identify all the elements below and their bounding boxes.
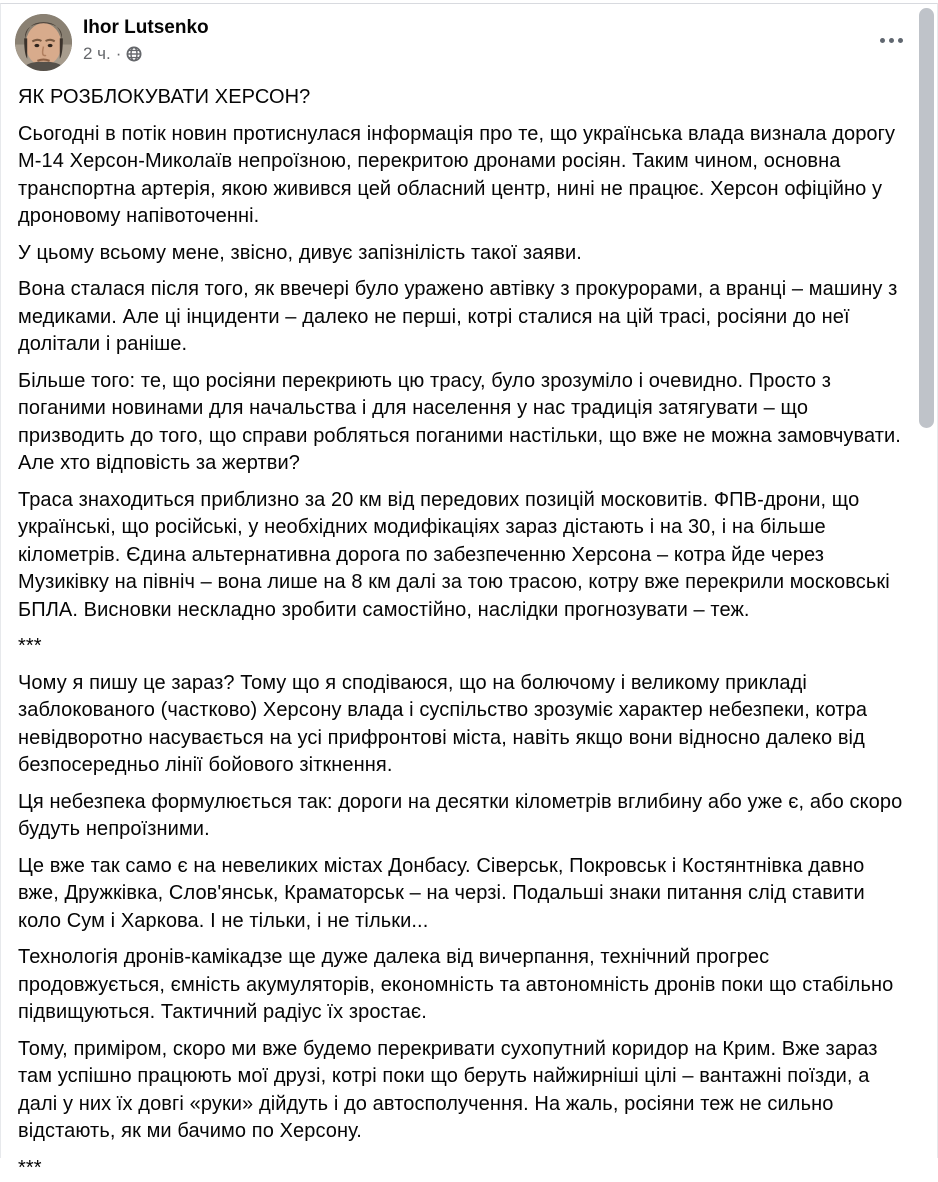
post-paragraph: Більше того: те, що росіяни перекриють цю трасу, було зрозуміло і очевидно. Просто з поганими новинами для начальства і для населення у нас традиція затягувати – що призводить до того, що справи робляться поганими настільки, що вже не можна замовчувати. Але хто відповість за жертви? [18, 368, 904, 478]
post-header [1, 4, 937, 71]
post-paragraph: *** [18, 633, 904, 661]
timestamp[interactable]: 2 ч. [83, 44, 111, 64]
post-paragraph: Сьогодні в потік новин протиснулася інформація про те, що українська влада визнала дорогу М-14 Херсон-Миколаїв непроїзною, перекритою дронами росіян. Таким чином, основна транспортна артерія, якою живився цей обласний центр, нині не працює. Херсон офіційно у дроновому напівоточенні. [18, 121, 904, 231]
avatar[interactable] [15, 14, 72, 71]
post-paragraph: Вона сталася після того, як ввечері було уражено автівку з прокурорами, а вранці – машину з медиками. Але ці інциденти – далеко не перші, котрі сталися на цій трасі, росіяни до неї долітали і раніше. [18, 276, 904, 359]
post-options-button[interactable] [876, 30, 907, 51]
post-card [0, 3, 938, 1158]
scrollbar-thumb[interactable] [919, 8, 934, 428]
post-meta [83, 44, 209, 64]
scrollbar[interactable] [918, 0, 938, 1158]
post-paragraph: Траса знаходиться приблизно за 20 км від передових позицій московитів. ФПВ-дрони, що українські, що російські, у необхідних модифікаціях зараз дістають і на 30, і на більше кілометрів. Єдина альтернативна дорога по забезпеченню Херсона – котра йде через Музиківку на північ – вона лише на 8 км далі за тою трасою, котру вже перекрили московські БПЛА. Висновки нескладно зробити самостійно, наслідки прогнозувати – теж. [18, 487, 904, 625]
meta-separator: · [116, 44, 122, 64]
three-dots-icon [880, 38, 885, 43]
post-paragraph: *** [18, 1155, 904, 1182]
post-paragraph: Тому, приміром, скоро ми вже будемо перекривати сухопутний коридор на Крим. Вже зараз там успішно працюють мої друзі, котрі поки що беруть найжирніші цілі – вантажні поїзди, а далі у них їх довгі «руки» дійдуть і до автосполучення. На жаль, росіяни теж не сильно відстають, як ми бачимо по Херсону. [18, 1036, 904, 1146]
three-dots-icon [889, 38, 894, 43]
post-paragraph: Чому я пишу це зараз? Тому що я сподіваюся, що на болючому і великому прикладі заблокованого (частково) Херсону влада і суспільство зрозуміє характер небезпеки, котра невідворотно насувається на усі прифронтові міста, навіть якщо вони відносно далеко від безпосередньо лінії бойового зіткнення. [18, 670, 904, 780]
three-dots-icon [898, 38, 903, 43]
author-name[interactable]: Ihor Lutsenko [83, 16, 209, 40]
post-body [1, 71, 937, 1182]
globe-public-icon [126, 46, 142, 62]
post-paragraph: Ця небезпека формулюється так: дороги на десятки кілометрів вглибину або уже є, або скоро будуть непроїзними. [18, 789, 904, 844]
post-paragraph: У цьому всьому мене, звісно, дивує запізнілість такої заяви. [18, 240, 904, 268]
avatar-image [15, 14, 72, 71]
post-paragraph: Технологія дронів-камікадзе ще дуже далека від вичерпання, технічний прогрес продовжується, ємність акумуляторів, економність та автономність дронів поки що стабільно підвищуються. Тактичний радіус їх зростає. [18, 944, 904, 1027]
post-header-text [83, 14, 209, 64]
post-paragraph: Це вже так само є на невеликих містах Донбасу. Сіверськ, Покровськ і Костянтнівка давно вже, Дружківка, Слов'янськ, Краматорськ – на черзі. Подальші знаки питання слід ставити коло Сум і Харкова. І не тільки, і не тільки... [18, 853, 904, 936]
post-title: ЯК РОЗБЛОКУВАТИ ХЕРСОН? [18, 84, 904, 112]
post-paragraphs [18, 121, 904, 1182]
